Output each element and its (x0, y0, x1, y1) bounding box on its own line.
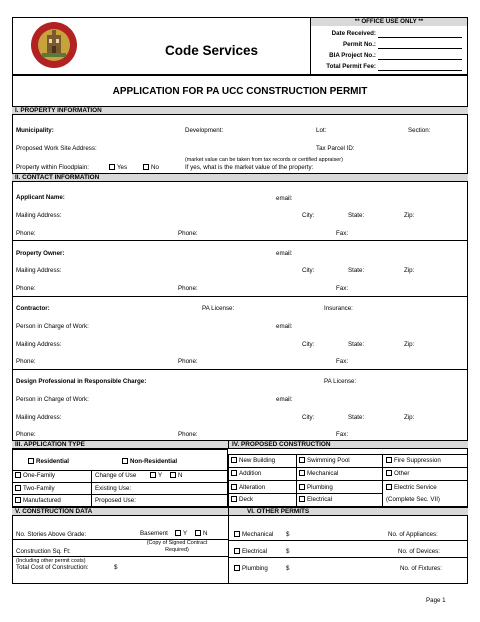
design-person-label: Person in Charge of Work: (16, 396, 89, 403)
floodplain-yes-label: Yes (117, 164, 128, 171)
electrical-dollar: $ (286, 548, 290, 555)
section-label: Section: (408, 127, 431, 134)
owner-fax-label: Fax: (336, 285, 349, 292)
plumbing-dollar: $ (286, 565, 290, 572)
new-building-label: New Building (239, 457, 276, 464)
applicant-label: Applicant Name: (16, 194, 65, 201)
applicant-state-label: State: (348, 212, 365, 219)
alteration-option[interactable] (231, 484, 265, 492)
mechanical-option[interactable] (299, 470, 338, 478)
electrical-permit[interactable] (234, 548, 267, 556)
complete-sec-note: (Complete Sec. VII) (386, 496, 440, 503)
market-value-question: If yes, what is the market value of the property: (185, 164, 314, 171)
swimming-pool-option[interactable] (299, 457, 350, 465)
mechanical-label: Mechanical (307, 470, 339, 477)
design-pa-license-label: PA License: (324, 378, 357, 385)
total-cost-label: Total Cost of Construction: (16, 564, 89, 571)
mechanical-permit-checkbox[interactable] (234, 531, 240, 537)
change-of-use-y-checkbox[interactable] (150, 472, 156, 478)
fire-suppression-label: Fire Suppression (394, 457, 441, 464)
electrical-checkbox[interactable] (299, 496, 305, 502)
section-4-heading: IV. PROPOSED CONSTRUCTION (228, 440, 468, 449)
one-family-option[interactable] (15, 472, 55, 480)
owner-state-label: State: (348, 267, 365, 274)
section-1-heading: I. PROPERTY INFORMATION (12, 106, 468, 115)
addition-checkbox[interactable] (231, 470, 237, 476)
manufactured-label: Manufactured (23, 497, 61, 504)
manufactured-option[interactable] (15, 497, 61, 505)
contractor-insurance-label: Insurance: (324, 305, 353, 312)
stories-label: No. Stories Above Grade: (16, 531, 87, 538)
applicant-phone2-label: Phone: (178, 230, 198, 237)
mechanical-permit[interactable] (234, 531, 273, 539)
owner-mailing-label: Mailing Address: (16, 267, 62, 274)
date-received-line (378, 37, 462, 38)
bia-project-line (378, 59, 462, 60)
basement-n-checkbox[interactable] (195, 530, 201, 536)
divider (12, 369, 468, 370)
change-of-use-y[interactable] (150, 472, 162, 480)
alteration-checkbox[interactable] (231, 484, 237, 490)
alteration-label: Alteration (239, 484, 266, 491)
owner-phone1-label: Phone: (16, 285, 36, 292)
electric-service-checkbox[interactable] (386, 484, 392, 490)
owner-zip-label: Zip: (404, 267, 415, 274)
proposed-use-label: Proposed Use: (95, 497, 136, 504)
design-fax-label: Fax: (336, 431, 349, 438)
electrical-permit-label: Electrical (242, 548, 268, 555)
page-number: Page 1 (426, 597, 446, 604)
basement-n[interactable] (195, 530, 207, 538)
design-phone1-label: Phone: (16, 431, 36, 438)
existing-use-label: Existing Use: (95, 485, 132, 492)
divider (12, 240, 468, 241)
non-residential-label: Non-Residential (130, 458, 178, 465)
plumbing-permit-checkbox[interactable] (234, 565, 240, 571)
change-of-use-n[interactable] (170, 472, 182, 480)
electrical-label: Electrical (307, 496, 333, 503)
section-5-heading: V. CONSTRUCTION DATA (12, 507, 228, 516)
bia-project-label: BIA Project No.: (329, 52, 376, 59)
devices-label: No. of Devices: (398, 548, 440, 555)
floodplain-yes[interactable] (109, 164, 127, 172)
fixtures-label: No. of Fixtures: (400, 565, 442, 572)
contractor-state-label: State: (348, 341, 365, 348)
two-family-checkbox[interactable] (15, 485, 21, 491)
form-title: APPLICATION FOR PA UCC CONSTRUCTION PERMIT (112, 86, 368, 97)
other-label: Other (394, 470, 410, 477)
total-fee-label: Total Permit Fee: (326, 63, 376, 70)
two-family-label: Two-Family (23, 485, 55, 492)
contractor-phone2-label: Phone: (178, 358, 198, 365)
divider (228, 540, 468, 541)
divider (228, 557, 468, 558)
floodplain-label: Property within Floodplain: (16, 164, 89, 171)
plumbing-permit[interactable] (234, 565, 268, 573)
electric-service-label: Electric Service (394, 484, 437, 491)
non-residential-option[interactable] (122, 458, 177, 466)
county-seal-logo (30, 21, 78, 69)
total-fee-line (378, 70, 462, 71)
tax-parcel-label: Tax Parcel ID: (316, 145, 355, 152)
total-cost-dollar: $ (114, 564, 118, 571)
deck-label: Deck (239, 496, 254, 503)
applicant-zip-label: Zip: (404, 212, 415, 219)
swimming-pool-label: Swimming Pool (307, 457, 350, 464)
design-phone2-label: Phone: (178, 431, 198, 438)
floodplain-no[interactable] (143, 164, 159, 172)
fire-suppression-option[interactable] (386, 457, 441, 465)
contractor-pa-license-label: PA License: (202, 305, 235, 312)
contractor-email-label: email: (276, 323, 293, 330)
page-title: Code Services (165, 43, 259, 58)
basement-n-label: N (203, 530, 208, 537)
mechanical-checkbox[interactable] (299, 470, 305, 476)
permit-no-label: Permit No.: (342, 41, 376, 48)
applicant-email-label: email: (276, 195, 293, 202)
office-use-title: ** OFFICE USE ONLY ** (311, 18, 467, 26)
divider (12, 296, 468, 297)
owner-email-label: email: (276, 250, 293, 257)
addition-label: Addition (239, 470, 262, 477)
permit-no-line (378, 48, 462, 49)
contractor-label: Contractor: (16, 305, 50, 312)
contractor-city-label: City: (302, 341, 315, 348)
applicant-fax-label: Fax: (336, 230, 349, 237)
sqft-label: Construction Sq. Ft: (16, 548, 71, 555)
change-of-use-label: Change of Use (95, 472, 137, 479)
lot-label: Lot: (316, 127, 327, 134)
owner-city-label: City: (302, 267, 315, 274)
floodplain-yes-checkbox[interactable] (109, 164, 115, 170)
divider (228, 507, 229, 584)
basement-y[interactable] (175, 530, 187, 538)
design-city-label: City: (302, 414, 315, 421)
one-family-checkbox[interactable] (15, 472, 21, 478)
municipality-label: Municipality: (16, 127, 54, 134)
new-building-option[interactable] (231, 457, 275, 465)
market-note: (market value can be taken from tax records or certified appraiser) (185, 157, 343, 163)
incl-note: (Including other permit costs) (16, 558, 86, 564)
plumbing-label: Plumbing (307, 484, 333, 491)
contractor-zip-label: Zip: (404, 341, 415, 348)
plumbing-option[interactable] (299, 484, 333, 492)
applicant-phone1-label: Phone: (16, 230, 36, 237)
contractor-fax-label: Fax: (336, 358, 349, 365)
basement-y-checkbox[interactable] (175, 530, 181, 536)
residential-label: Residential (36, 458, 70, 465)
deck-checkbox[interactable] (231, 496, 237, 502)
applicant-city-label: City: (302, 212, 315, 219)
plumbing-permit-label: Plumbing (242, 565, 268, 572)
two-family-option[interactable] (15, 485, 55, 493)
work-address-label: Proposed Work Site Address: (16, 145, 97, 152)
change-of-use-n-checkbox[interactable] (170, 472, 176, 478)
residential-checkbox[interactable] (28, 458, 34, 464)
electrical-permit-checkbox[interactable] (234, 548, 240, 554)
swimming-pool-checkbox[interactable] (299, 457, 305, 463)
change-of-use-y-label: Y (158, 472, 163, 479)
change-of-use-n-label: N (178, 472, 183, 479)
contract-note: (Copy of Signed Contract Required) (146, 540, 208, 553)
basement-label: Basement (140, 530, 168, 537)
electric-service-option[interactable] (386, 484, 437, 492)
applicant-mailing-label: Mailing Address: (16, 212, 62, 219)
owner-phone2-label: Phone: (178, 285, 198, 292)
other-option[interactable] (386, 470, 409, 478)
development-label: Development: (185, 127, 224, 134)
deck-option[interactable] (231, 496, 253, 504)
mechanical-permit-label: Mechanical (242, 531, 274, 538)
contractor-phone1-label: Phone: (16, 358, 36, 365)
design-email-label: email: (276, 396, 293, 403)
other-checkbox[interactable] (386, 470, 392, 476)
mechanical-dollar: $ (286, 531, 290, 538)
fire-suppression-checkbox[interactable] (386, 457, 392, 463)
floodplain-no-checkbox[interactable] (143, 164, 149, 170)
non-residential-checkbox[interactable] (122, 458, 128, 464)
basement-y-label: Y (183, 530, 188, 537)
appliances-label: No. of Appliances: (388, 531, 438, 538)
design-state-label: State: (348, 414, 365, 421)
residential-option[interactable] (28, 458, 69, 466)
contractor-mailing-label: Mailing Address: (16, 341, 62, 348)
section-6-heading: VI. OTHER PERMITS (228, 507, 468, 516)
owner-label: Property Owner: (16, 250, 65, 257)
contractor-person-label: Person in Charge of Work: (16, 323, 89, 330)
addition-option[interactable] (231, 470, 261, 478)
design-professional-label: Design Professional in Responsible Charge: (16, 378, 147, 385)
section-3-heading: III. APPLICATION TYPE (12, 440, 228, 449)
one-family-label: One-Family (23, 472, 55, 479)
design-mailing-label: Mailing Address: (16, 414, 62, 421)
date-received-label: Date Received: (331, 30, 376, 37)
manufactured-checkbox[interactable] (15, 497, 21, 503)
plumbing-checkbox[interactable] (299, 484, 305, 490)
section-2-heading: II. CONTACT INFORMATION (12, 173, 468, 182)
floodplain-no-label: No (151, 164, 159, 171)
new-building-checkbox[interactable] (231, 457, 237, 463)
electrical-option[interactable] (299, 496, 332, 504)
design-zip-label: Zip: (404, 414, 415, 421)
